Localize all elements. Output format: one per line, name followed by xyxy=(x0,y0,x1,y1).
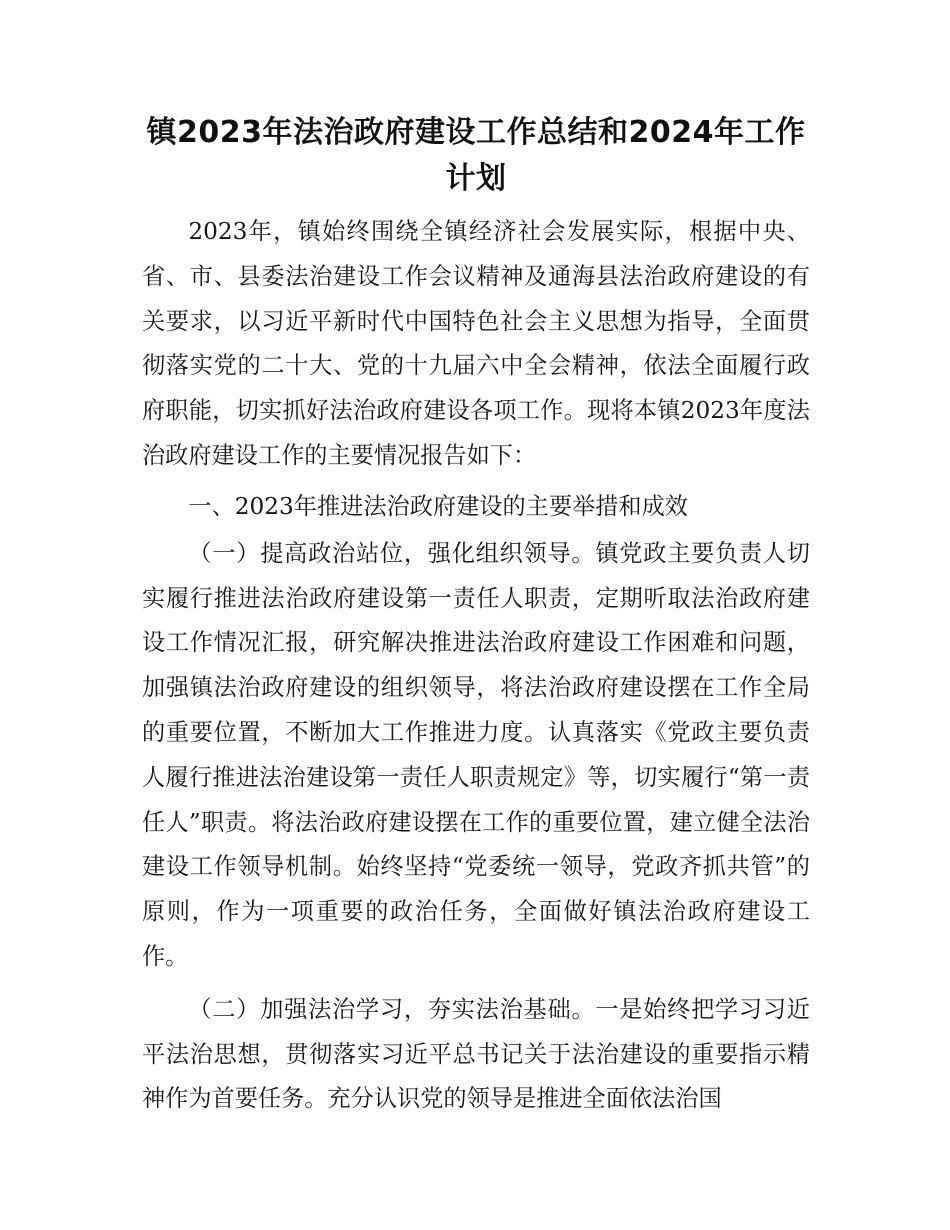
intro-paragraph: 2023年，镇始终围绕全镇经济社会发展实际，根据中央、省、市、县委法治建设工作会议精神及通海县法治政府建设的有关要求，以习近平新时代中国特色社会主义思想为指导，全面贯彻落实党的二十大、党的十九届六中全会精神，依法全面履行政府职能，切实抓好法治政府建设各项工作。现将本镇2023年度法治政府建设工作的主要情况报告如下： xyxy=(142,218,810,469)
document-title: 镇2023年法治政府建设工作总结和2024年工作计划 xyxy=(146,115,806,196)
section-heading-1: 一、2023年推进法治政府建设的主要举措和成效 xyxy=(188,492,688,520)
document-page xyxy=(142,110,810,1122)
subsection-paragraph-1: （一）提高政治站位，强化组织领导。镇党政主要负责人切实履行推进法治政府建设第一责任人职责，定期听取法治政府建设工作情况汇报，研究解决推进法治政府建设工作困难和问题，加强镇法治政府建设的组织领导，将法治政府建设摆在工作全局的重要位置，不断加大工作推进力度。认真落实《党政主要负责人履行推进法治建设第一责任人职责规定》等，切实履行“第一责任人”职责。将法治政府建设摆在工作的重要位置，建立健全法治建设工作领导机制。始终坚持“党委统一领导，党政齐抓共管”的原则，作为一项重要的政治任务，全面做好镇法治政府建设工作。 xyxy=(142,539,810,970)
subsection-paragraph-2: （二）加强法治学习，夯实法治基础。一是始终把学习习近平法治思想，贯彻落实习近平总书记关于法治建设的重要指示精神作为首要任务。充分认识党的领导是推进全面依法治国 xyxy=(142,995,810,1113)
